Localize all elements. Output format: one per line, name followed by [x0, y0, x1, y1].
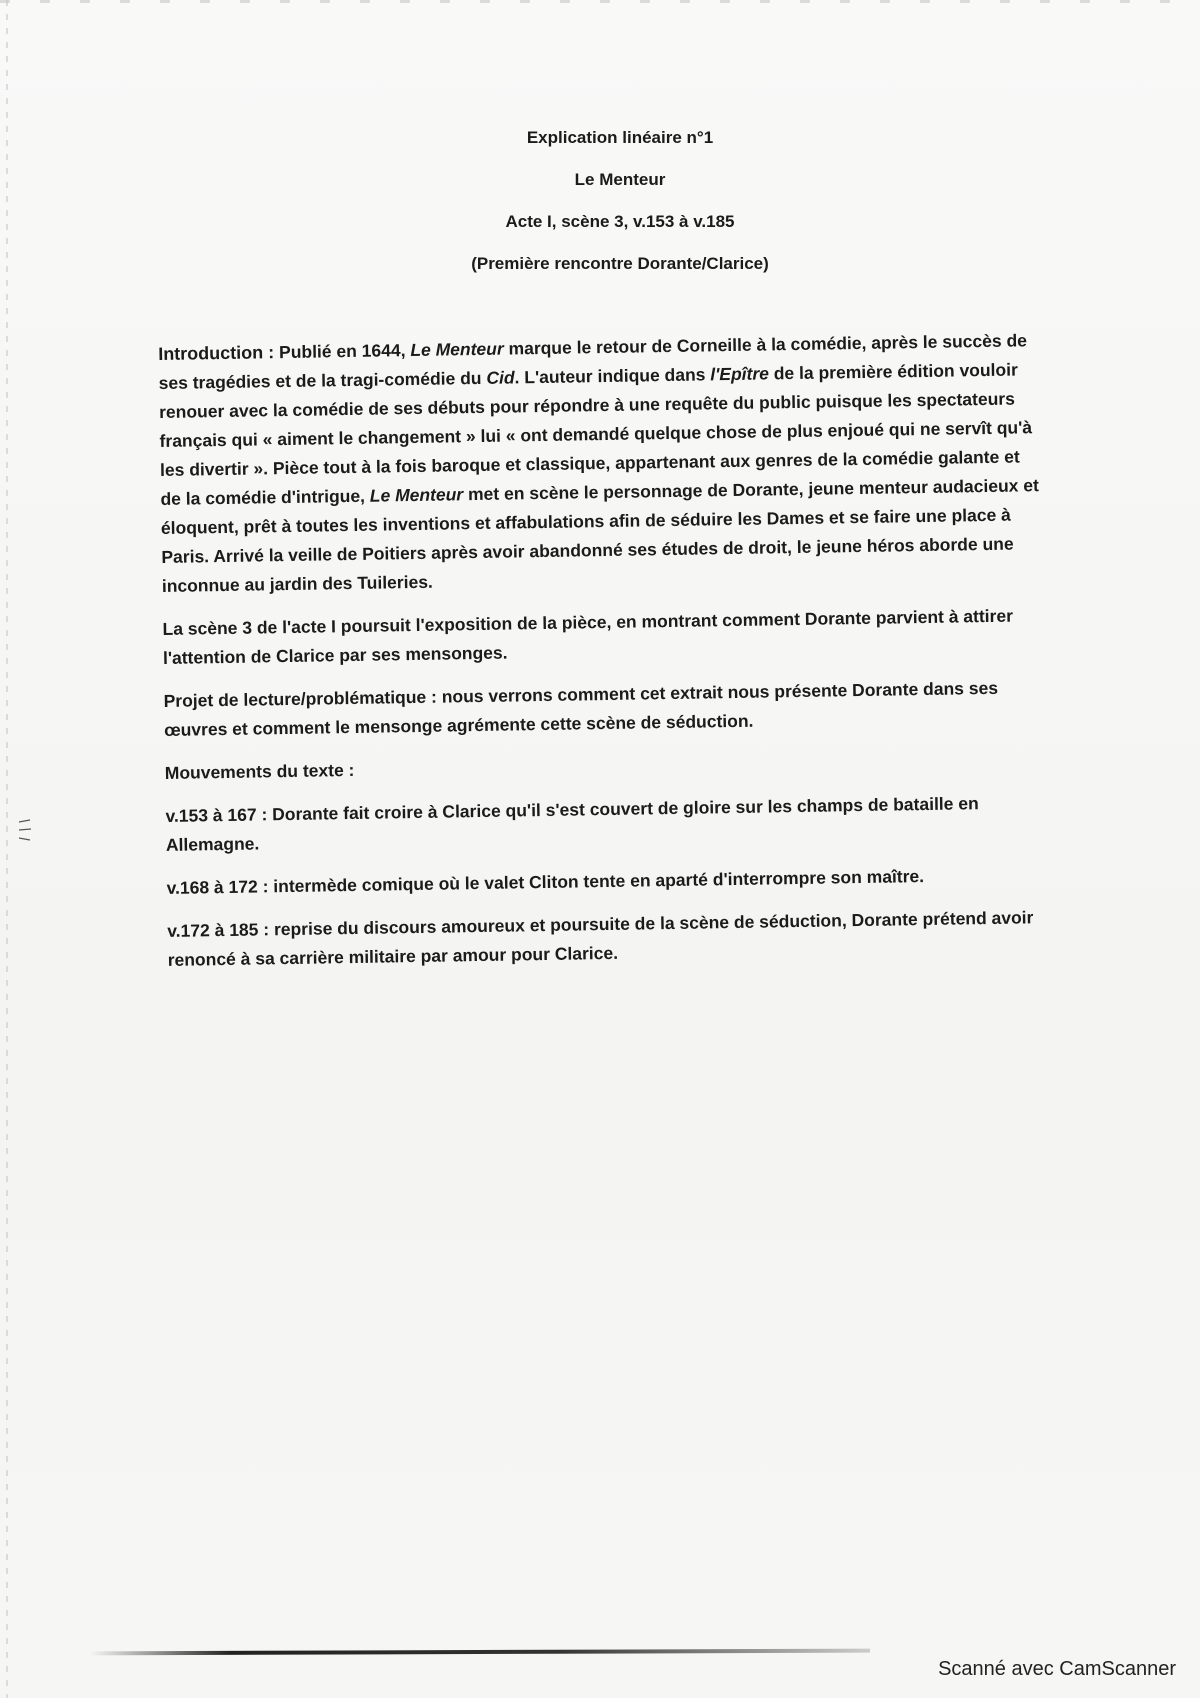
intro-text-a: Publié en 1644,	[274, 340, 411, 363]
document-body	[158, 326, 1048, 989]
intro-title-2: Cid	[486, 367, 515, 388]
intro-title-4: Le Menteur	[369, 484, 464, 506]
document-header	[300, 128, 940, 296]
document-title: Explication linéaire n°1	[526, 128, 714, 147]
movement-range: v.168 à 172 :	[166, 876, 269, 898]
introduction-label: Introduction :	[158, 342, 275, 364]
movement-item	[165, 788, 1046, 860]
stray-pen-mark-icon	[18, 818, 32, 842]
intro-text-d: de la première édition vouloir renouer avec la comédie de ses débuts pour répondre à une requête du public puisque les spectateurs français qui « aiment le changement » lui « ont demandé quelque chose de plus enjoué qui ne servît qu'à les divertir ». Pièce tout à la fois baroque et classique, appartenant aux genres de la comédie galante et de la comédie d'intrigue,	[158, 359, 1033, 509]
intro-title-3: l'Epître	[710, 363, 770, 385]
movement-range: v.153 à 167 :	[165, 804, 268, 826]
work-title: Le Menteur	[574, 170, 666, 189]
movement-range: v.172 à 185 :	[167, 919, 270, 941]
movement-item	[166, 860, 1046, 903]
projet-paragraph: Projet de lecture/problématique : nous verrons comment cet extrait nous présente Dorante dans ses œuvres et comment le mensonge agrémente cette scène de séduction.	[163, 677, 999, 740]
movement-item	[167, 903, 1048, 975]
scanner-watermark: Scanné avec CamScanner	[938, 1658, 1176, 1680]
movement-text: intermède comique où le valet Cliton tente en aparté d'interrompre son maître.	[268, 866, 925, 897]
scene-note: (Première rencontre Dorante/Clarice)	[471, 254, 769, 273]
page-left-edge	[6, 0, 8, 1698]
page-top-edge	[0, 0, 1200, 3]
passage-reference: Acte I, scène 3, v.153 à v.185	[505, 212, 735, 231]
intro-title-1: Le Menteur	[410, 338, 504, 361]
introduction-paragraph	[158, 326, 1042, 601]
movement-text: Dorante fait croire à Clarice qu'il s'est couvert de gloire sur les champs de bataille en Allemagne.	[165, 793, 979, 855]
intro-text-e: met en scène le personnage de Dorante, jeune menteur audacieux et éloquent, prêt à toutes les inventions et affabulations afin de séduire les Dames et se faire une place à Paris. Arrivé la veille de Poitiers après avoir abandonné ses études de droit, le jeune héros aborde une inconnue au jardin des Tuileries.	[160, 475, 1039, 596]
page-bottom-edge	[90, 1649, 870, 1656]
intro-text-c: . L'auteur indique dans	[514, 364, 711, 388]
intro-text-b: marque le retour de Corneille à la comédie, après le succès de ses tragédies et de la tragi-comédie du	[158, 330, 1028, 393]
scene-paragraph: La scène 3 de l'acte I poursuit l'exposition de la pièce, en montrant comment Dorante parvient à attirer l'attention de Clarice par ses mensonges.	[162, 605, 1014, 668]
movement-text: reprise du discours amoureux et poursuite de la scène de séduction, Dorante prétend avoir renoncé à sa carrière militaire par amour pour Clarice.	[167, 907, 1034, 970]
mouvements-title: Mouvements du texte :	[164, 759, 355, 783]
